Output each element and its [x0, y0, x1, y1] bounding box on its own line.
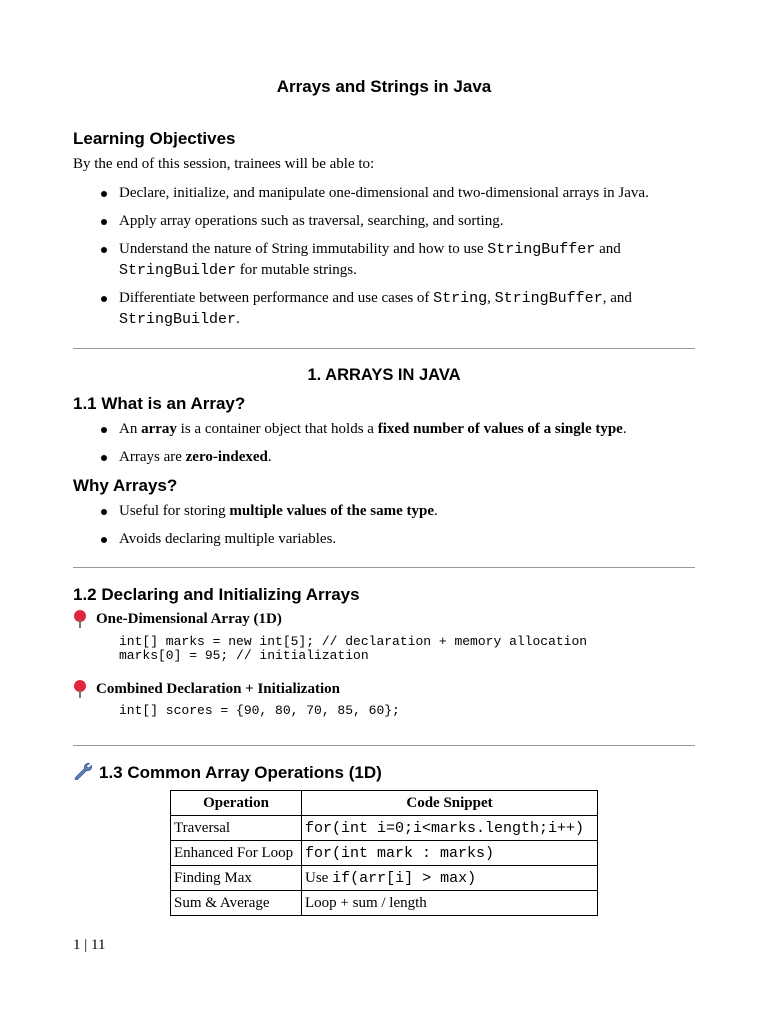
declaring-arrays-heading: 1.2 Declaring and Initializing Arrays [73, 585, 360, 604]
section-divider [73, 348, 695, 349]
list-item: Declare, initialize, and manipulate one-dimensional and two-dimensional arrays in Java. [73, 183, 695, 204]
pushpin-icon [73, 610, 87, 628]
document-title: Arrays and Strings in Java [276, 77, 492, 96]
table-row: Traversal for(int i=0;i<marks.length;i++) [171, 816, 598, 841]
list-item: Useful for storing multiple values of the same type. [73, 501, 695, 522]
objectives-intro: By the end of this session, trainees will be able to: [73, 156, 375, 172]
pushpin-icon [73, 680, 87, 698]
one-d-array-subheading: One-Dimensional Array (1D) [73, 610, 282, 628]
list-item: Arrays are zero-indexed. [73, 447, 695, 468]
section-divider [73, 567, 695, 568]
list-item: An array is a container object that holds a fixed number of values of a single type. [73, 419, 695, 440]
what-is-array-list [73, 419, 695, 468]
combined-code-block: int[] scores = {90, 80, 70, 85, 60}; [119, 703, 400, 718]
combined-init-subheading: Combined Declaration + Initialization [73, 680, 340, 698]
objectives-list [73, 183, 695, 330]
what-is-array-heading: 1.1 What is an Array? [73, 394, 246, 413]
section-heading-arrays: 1. ARRAYS IN JAVA [307, 366, 461, 384]
table-row: Finding Max Use if(arr[i] > max) [171, 866, 598, 891]
why-arrays-list [73, 501, 695, 550]
array-operations-table [170, 790, 598, 916]
learning-objectives-heading: Learning Objectives [73, 129, 236, 148]
page-number: 1 | 11 [73, 937, 106, 953]
section-divider [73, 745, 695, 746]
list-item: Understand the nature of String immutability and how to use StringBuffer and StringBuilder for mutable strings. [73, 239, 695, 281]
list-item: Apply array operations such as traversal, searching, and sorting. [73, 211, 695, 232]
why-arrays-heading: Why Arrays? [73, 476, 178, 495]
array-operations-heading: 1.3 Common Array Operations (1D) [73, 762, 382, 783]
table-row: Enhanced For Loop for(int mark : marks) [171, 841, 598, 866]
table-header-row [171, 791, 598, 816]
column-header-operation: Operation [171, 791, 302, 816]
one-d-code-block: int[] marks = new int[5]; // declaration + memory allocation marks[0] = 95; // initialization [119, 634, 588, 663]
list-item: Avoids declaring multiple variables. [73, 529, 695, 550]
list-item: Differentiate between performance and use cases of String, StringBuffer, and StringBuilder. [73, 288, 695, 330]
wrench-icon [73, 762, 93, 783]
column-header-code-snippet: Code Snippet [302, 791, 598, 816]
table-row: Sum & Average Loop + sum / length [171, 891, 598, 916]
